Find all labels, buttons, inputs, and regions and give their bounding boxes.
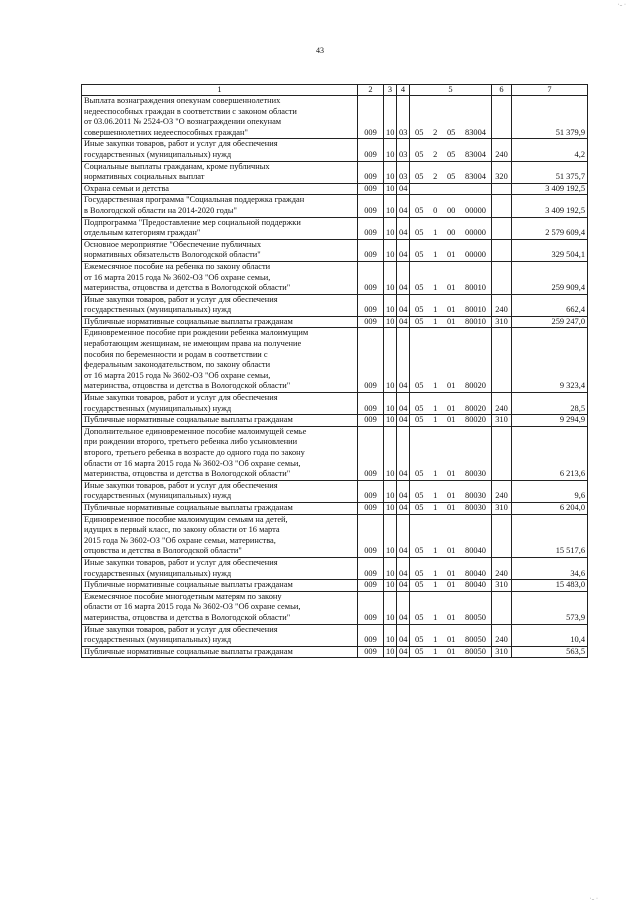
target-segment: 05: [415, 568, 424, 578]
row-rz-code: 10: [384, 591, 397, 624]
row-amount: 573,9: [512, 591, 588, 624]
row-rz-code: 10: [384, 161, 397, 183]
table-row: [82, 294, 588, 316]
row-pr-code: 04: [397, 591, 410, 624]
row-vr-code: 310: [492, 502, 512, 514]
row-vr-code: 310: [492, 316, 512, 328]
target-segment: 01: [446, 415, 456, 425]
target-segment: 05: [415, 580, 424, 590]
page-number: 43: [316, 46, 324, 55]
row-target-article: [410, 239, 492, 261]
target-segment: 01: [446, 580, 456, 590]
row-pr-code: 04: [397, 328, 410, 393]
target-segment: 80040: [465, 580, 486, 590]
target-segment: 05: [415, 403, 424, 413]
row-vr-code: [492, 591, 512, 624]
row-pr-code: 04: [397, 316, 410, 328]
target-segment: 05: [415, 127, 424, 137]
table-row: [82, 393, 588, 415]
target-segment: 1: [433, 491, 438, 501]
row-rz-code: 10: [384, 195, 397, 217]
target-segment: 1: [433, 635, 438, 645]
target-segment: 01: [446, 502, 456, 512]
row-amount: 51 375,7: [512, 161, 588, 183]
target-segment: 0: [433, 205, 438, 215]
row-name: Иные закупки товаров, работ и услуг для обеспечения государственных (муниципальных) нужд: [82, 393, 358, 415]
row-name: Публичные нормативные социальные выплаты гражданам: [82, 580, 358, 592]
target-segment: 05: [415, 381, 424, 391]
row-target-article: [410, 217, 492, 239]
row-rz-code: 10: [384, 217, 397, 239]
row-name: Выплата вознаграждения опекунам совершеннолетних недееспособных граждан в соответствии с законом области от 03.06.2011 № 2524-ОЗ "О вознаграждении опекунам совершеннолетних недееспособных граждан": [82, 96, 358, 139]
target-segment: 05: [415, 612, 424, 622]
target-segment: 80020: [465, 381, 486, 391]
target-segment: 05: [415, 491, 424, 501]
target-segment: 1: [433, 646, 438, 656]
target-article-code: [412, 503, 489, 514]
row-rz-code: 10: [384, 183, 397, 195]
row-pr-code: 04: [397, 514, 410, 557]
row-vr-code: 240: [492, 294, 512, 316]
target-segment: 1: [433, 502, 438, 512]
row-name: Иные закупки товаров, работ и услуг для обеспечения государственных (муниципальных) нужд: [82, 294, 358, 316]
row-ved-code: 009: [358, 426, 384, 480]
target-article-code: [412, 206, 489, 217]
target-segment: 80040: [465, 568, 486, 578]
row-rz-code: 10: [384, 393, 397, 415]
row-ved-code: 009: [358, 415, 384, 427]
header-row: [82, 85, 588, 96]
row-target-article: [410, 415, 492, 427]
row-rz-code: 10: [384, 624, 397, 646]
row-pr-code: 04: [397, 239, 410, 261]
target-segment: 83004: [465, 172, 486, 182]
target-segment: 1: [433, 305, 438, 315]
target-segment: 01: [446, 612, 456, 622]
row-amount: 51 379,9: [512, 96, 588, 139]
table-row: [82, 646, 588, 658]
target-segment: 80050: [465, 646, 486, 656]
row-ved-code: 009: [358, 393, 384, 415]
row-vr-code: 310: [492, 646, 512, 658]
row-amount: 329 504,1: [512, 239, 588, 261]
row-ved-code: 009: [358, 183, 384, 195]
row-target-article: [410, 514, 492, 557]
target-segment: 80010: [465, 283, 486, 293]
target-segment: 1: [433, 612, 438, 622]
row-rz-code: 10: [384, 294, 397, 316]
table-row: [82, 480, 588, 502]
target-segment: 05: [415, 205, 424, 215]
target-article-code: [412, 150, 489, 161]
row-rz-code: 10: [384, 316, 397, 328]
target-article-code: [412, 381, 489, 392]
row-amount: 259 909,4: [512, 261, 588, 294]
row-amount: 563,5: [512, 646, 588, 658]
target-article-code: [412, 283, 489, 294]
target-segment: 05: [415, 502, 424, 512]
target-segment: 1: [433, 415, 438, 425]
row-pr-code: 04: [397, 393, 410, 415]
target-segment: 83004: [465, 149, 486, 159]
target-segment: 80050: [465, 635, 486, 645]
target-segment: 05: [415, 546, 424, 556]
row-rz-code: 10: [384, 502, 397, 514]
row-name: Государственная программа "Социальная поддержка граждан в Вологодской области на 2014-2020 годы": [82, 195, 358, 217]
row-amount: 15 483,0: [512, 580, 588, 592]
target-segment: 80030: [465, 502, 486, 512]
table-row: [82, 239, 588, 261]
row-name: Дополнительное единовременное пособие малоимущей семье при рождении второго, третьего ребенка либо усыновлении второго, третьего ребенка в возрасте до одного года по закону области от 16 марта 2015 года № 3602-ОЗ "Об охране семьи, материнства, отцовства и детства в Вологодской области": [82, 426, 358, 480]
target-segment: 00000: [465, 205, 486, 215]
target-article-code: [412, 469, 489, 480]
row-name: Охрана семьи и детства: [82, 183, 358, 195]
target-segment: 80010: [465, 316, 486, 326]
row-amount: 15 517,6: [512, 514, 588, 557]
row-rz-code: 10: [384, 480, 397, 502]
page-corner-mark: ·.. ·: [617, 2, 626, 8]
target-article-code: [412, 635, 489, 646]
target-segment: 01: [446, 646, 456, 656]
row-name: Подпрограмма "Предоставление мер социальной поддержки отдельным категориям граждан": [82, 217, 358, 239]
target-segment: 05: [415, 316, 424, 326]
row-name: Иные закупки товаров, работ и услуг для обеспечения государственных (муниципальных) нужд: [82, 557, 358, 579]
row-target-article: [410, 294, 492, 316]
target-article-code: [412, 491, 489, 502]
row-amount: 10,4: [512, 624, 588, 646]
row-name: Ежемесячное пособие на ребенка по закону области от 16 марта 2015 года № 3602-ОЗ "Об охране семьи, материнства, отцовства и детства в Вологодской области": [82, 261, 358, 294]
row-name: Иные закупки товаров, работ и услуг для обеспечения государственных (муниципальных) нужд: [82, 480, 358, 502]
row-target-article: [410, 96, 492, 139]
table-row: [82, 591, 588, 624]
row-vr-code: 240: [492, 480, 512, 502]
row-target-article: [410, 139, 492, 161]
target-article-code: [412, 228, 489, 239]
target-segment: 05: [415, 283, 424, 293]
row-target-article: [410, 393, 492, 415]
row-name: Иные закупки товаров, работ и услуг для обеспечения государственных (муниципальных) нужд: [82, 624, 358, 646]
table-row: [82, 502, 588, 514]
row-amount: 3 409 192,5: [512, 195, 588, 217]
row-amount: 28,5: [512, 393, 588, 415]
target-segment: 01: [446, 635, 456, 645]
row-target-article: [410, 580, 492, 592]
target-article-code: [412, 546, 489, 557]
row-target-article: [410, 195, 492, 217]
row-vr-code: 240: [492, 557, 512, 579]
target-segment: 01: [446, 568, 456, 578]
target-segment: 80050: [465, 612, 486, 622]
table-row: [82, 316, 588, 328]
row-vr-code: [492, 217, 512, 239]
row-target-article: [410, 557, 492, 579]
row-amount: 6 204,0: [512, 502, 588, 514]
target-segment: 00: [446, 228, 456, 238]
target-article-code: [412, 415, 489, 426]
header-cell-name: 1: [82, 85, 358, 96]
row-ved-code: 009: [358, 161, 384, 183]
row-pr-code: 03: [397, 96, 410, 139]
row-pr-code: 04: [397, 195, 410, 217]
target-article-code: [412, 569, 489, 580]
target-segment: 01: [446, 381, 456, 391]
row-name: Публичные нормативные социальные выплаты гражданам: [82, 502, 358, 514]
target-segment: 00000: [465, 228, 486, 238]
row-amount: 3 409 192,5: [512, 183, 588, 195]
table-row: [82, 183, 588, 195]
row-ved-code: 009: [358, 624, 384, 646]
row-vr-code: [492, 96, 512, 139]
row-ved-code: 009: [358, 591, 384, 624]
row-ved-code: 009: [358, 480, 384, 502]
row-target-article: [410, 480, 492, 502]
table-row: [82, 514, 588, 557]
row-ved-code: 009: [358, 96, 384, 139]
target-segment: 05: [415, 415, 424, 425]
target-segment: 1: [433, 283, 438, 293]
row-rz-code: 10: [384, 261, 397, 294]
row-pr-code: 04: [397, 217, 410, 239]
row-target-article: [410, 316, 492, 328]
row-target-article: [410, 183, 492, 195]
target-segment: 1: [433, 469, 438, 479]
row-name: Единовременное пособие при рождении ребенка малоимущим неработающим женщинам, не имеющим права на получение пособия по беременности и родам в соответствии с федеральным законодательством, по закону области от 16 марта 2015 года № 3602-ОЗ "Об охране семьи, материнства, отцовства и детства в Вологодской области": [82, 328, 358, 393]
row-pr-code: 04: [397, 480, 410, 502]
target-segment: 05: [446, 127, 456, 137]
target-segment: 2: [433, 172, 438, 182]
row-rz-code: 10: [384, 426, 397, 480]
row-pr-code: 04: [397, 415, 410, 427]
row-pr-code: 04: [397, 261, 410, 294]
table-row: [82, 557, 588, 579]
row-ved-code: 009: [358, 217, 384, 239]
row-ved-code: 009: [358, 316, 384, 328]
target-article-code: [412, 250, 489, 261]
target-segment: 2: [433, 149, 438, 159]
row-target-article: [410, 328, 492, 393]
row-target-article: [410, 261, 492, 294]
row-pr-code: 04: [397, 502, 410, 514]
header-cell-rz: 3: [384, 85, 397, 96]
target-segment: 01: [446, 403, 456, 413]
target-article-code: [412, 128, 489, 139]
target-segment: 05: [415, 149, 424, 159]
row-pr-code: 03: [397, 161, 410, 183]
target-segment: 05: [415, 646, 424, 656]
row-vr-code: 320: [492, 161, 512, 183]
row-ved-code: 009: [358, 139, 384, 161]
table-row: [82, 261, 588, 294]
target-segment: 01: [446, 491, 456, 501]
row-target-article: [410, 624, 492, 646]
target-segment: 1: [433, 381, 438, 391]
table-row: [82, 580, 588, 592]
target-segment: 00000: [465, 250, 486, 260]
row-ved-code: 009: [358, 328, 384, 393]
row-vr-code: [492, 195, 512, 217]
header-cell-pr: 4: [397, 85, 410, 96]
row-vr-code: [492, 261, 512, 294]
header-cell-target: 5: [410, 85, 492, 96]
target-segment: 05: [415, 635, 424, 645]
row-rz-code: 10: [384, 96, 397, 139]
row-name: Иные закупки товаров, работ и услуг для обеспечения государственных (муниципальных) нужд: [82, 139, 358, 161]
row-vr-code: [492, 426, 512, 480]
page-corner-mark: ·.. ·: [589, 896, 598, 902]
target-segment: 1: [433, 316, 438, 326]
target-segment: 1: [433, 250, 438, 260]
target-segment: 1: [433, 580, 438, 590]
target-segment: 05: [415, 469, 424, 479]
row-amount: 2 579 609,4: [512, 217, 588, 239]
row-ved-code: 009: [358, 195, 384, 217]
row-name: Публичные нормативные социальные выплаты гражданам: [82, 316, 358, 328]
row-vr-code: 310: [492, 580, 512, 592]
row-vr-code: [492, 183, 512, 195]
row-rz-code: 10: [384, 646, 397, 658]
row-target-article: [410, 591, 492, 624]
target-article-code: [412, 647, 489, 658]
row-ved-code: 009: [358, 261, 384, 294]
row-rz-code: 10: [384, 239, 397, 261]
row-vr-code: 240: [492, 393, 512, 415]
target-article-code: [412, 172, 489, 183]
row-rz-code: 10: [384, 328, 397, 393]
target-segment: 05: [415, 305, 424, 315]
row-rz-code: 10: [384, 557, 397, 579]
row-amount: 662,4: [512, 294, 588, 316]
budget-table: [81, 84, 588, 658]
row-name: Основное мероприятие "Обеспечение публичных нормативных обязательств Вологодской области": [82, 239, 358, 261]
row-amount: 4,2: [512, 139, 588, 161]
target-article-code: [412, 317, 489, 328]
row-rz-code: 10: [384, 139, 397, 161]
row-amount: 259 247,0: [512, 316, 588, 328]
row-target-article: [410, 426, 492, 480]
row-ved-code: 009: [358, 239, 384, 261]
target-segment: 01: [446, 316, 456, 326]
target-segment: 83004: [465, 127, 486, 137]
row-pr-code: 04: [397, 557, 410, 579]
row-vr-code: [492, 239, 512, 261]
row-pr-code: 04: [397, 624, 410, 646]
target-segment: 00: [446, 205, 456, 215]
row-pr-code: 04: [397, 426, 410, 480]
target-segment: 1: [433, 403, 438, 413]
row-pr-code: 04: [397, 183, 410, 195]
row-pr-code: 04: [397, 580, 410, 592]
table-row: [82, 139, 588, 161]
target-segment: 80020: [465, 415, 486, 425]
row-pr-code: 03: [397, 139, 410, 161]
row-rz-code: 10: [384, 514, 397, 557]
row-ved-code: 009: [358, 646, 384, 658]
target-article-code: [412, 613, 489, 624]
row-rz-code: 10: [384, 580, 397, 592]
row-name: Социальные выплаты гражданам, кроме публичных нормативных социальных выплат: [82, 161, 358, 183]
row-amount: 6 213,6: [512, 426, 588, 480]
header-cell-vr: 6: [492, 85, 512, 96]
target-segment: 1: [433, 568, 438, 578]
target-article-code: [412, 404, 489, 415]
row-vr-code: [492, 514, 512, 557]
header-cell-ved: 2: [358, 85, 384, 96]
row-ved-code: 009: [358, 502, 384, 514]
row-ved-code: 009: [358, 580, 384, 592]
row-name: Ежемесячное пособие многодетным матерям по закону области от 16 марта 2015 года № 3602-ОЗ "Об охране семьи, материнства, отцовства и детства в Вологодской области": [82, 591, 358, 624]
target-segment: 05: [446, 149, 456, 159]
target-segment: 01: [446, 546, 456, 556]
row-amount: 9 323,4: [512, 328, 588, 393]
row-ved-code: 009: [358, 557, 384, 579]
row-target-article: [410, 161, 492, 183]
target-segment: 01: [446, 305, 456, 315]
target-segment: 05: [415, 172, 424, 182]
target-segment: 80030: [465, 491, 486, 501]
table-row: [82, 624, 588, 646]
target-segment: 80010: [465, 305, 486, 315]
row-vr-code: [492, 328, 512, 393]
table-row: [82, 328, 588, 393]
row-name: Публичные нормативные социальные выплаты гражданам: [82, 415, 358, 427]
table-row: [82, 415, 588, 427]
target-article-code: [412, 305, 489, 316]
target-segment: 1: [433, 546, 438, 556]
target-segment: 80030: [465, 469, 486, 479]
table-row: [82, 195, 588, 217]
target-segment: 05: [415, 250, 424, 260]
row-vr-code: 310: [492, 415, 512, 427]
header-cell-amount: 7: [512, 85, 588, 96]
target-segment: 05: [446, 172, 456, 182]
row-name: Публичные нормативные социальные выплаты гражданам: [82, 646, 358, 658]
target-segment: 1: [433, 228, 438, 238]
row-target-article: [410, 502, 492, 514]
target-segment: 01: [446, 283, 456, 293]
table-row: [82, 426, 588, 480]
row-vr-code: 240: [492, 624, 512, 646]
row-pr-code: 04: [397, 646, 410, 658]
row-ved-code: 009: [358, 514, 384, 557]
table-row: [82, 96, 588, 139]
table-row: [82, 161, 588, 183]
row-amount: 9,6: [512, 480, 588, 502]
target-segment: 80020: [465, 403, 486, 413]
target-segment: 2: [433, 127, 438, 137]
target-article-code: [412, 580, 489, 591]
row-rz-code: 10: [384, 415, 397, 427]
row-ved-code: 009: [358, 294, 384, 316]
target-segment: 01: [446, 469, 456, 479]
row-target-article: [410, 646, 492, 658]
table-row: [82, 217, 588, 239]
target-segment: 01: [446, 250, 456, 260]
row-amount: 34,6: [512, 557, 588, 579]
row-amount: 9 294,9: [512, 415, 588, 427]
row-name: Единовременное пособие малоимущим семьям на детей, идущих в первый класс, по закону области от 16 марта 2015 года № 3602-ОЗ "Об охране семьи, материнства, отцовства и детства в Вологодской области": [82, 514, 358, 557]
row-pr-code: 04: [397, 294, 410, 316]
target-segment: 80040: [465, 546, 486, 556]
row-vr-code: 240: [492, 139, 512, 161]
target-segment: 05: [415, 228, 424, 238]
